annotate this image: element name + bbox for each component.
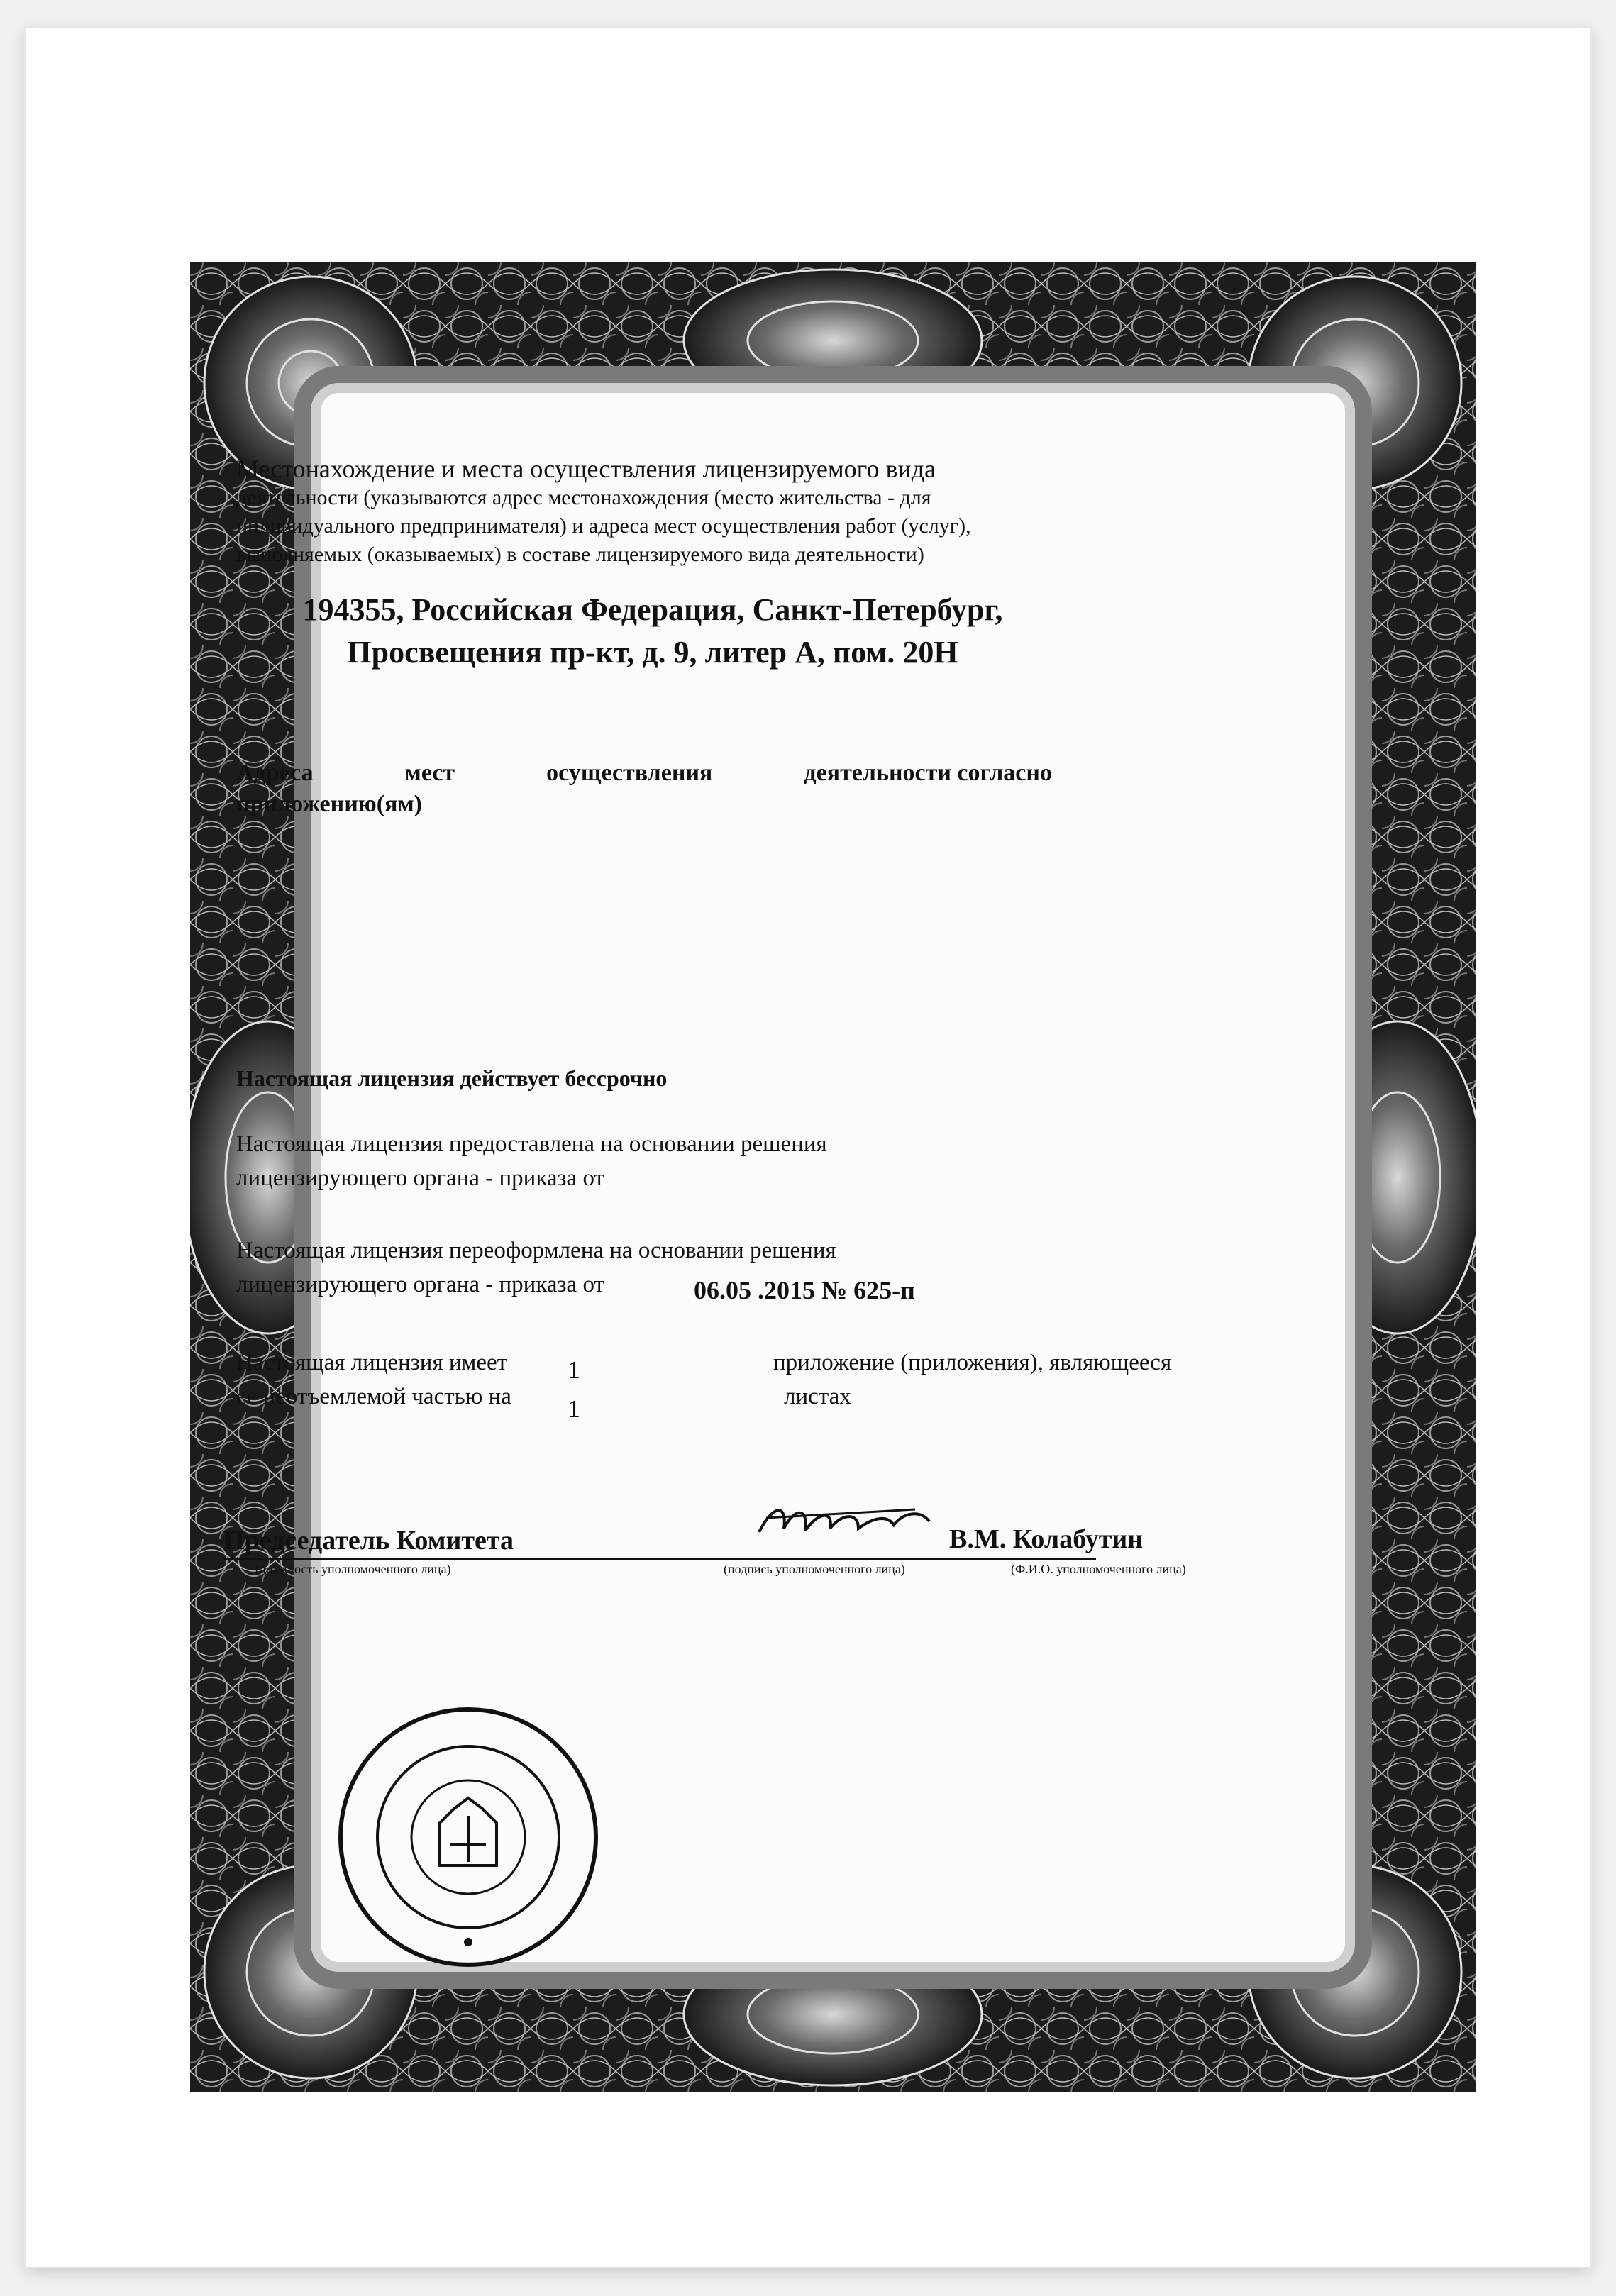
location-heading-line4: выполняемых (оказываемых) в составе лицензируемого вида деятельности) — [236, 543, 924, 566]
activity-places — [236, 758, 1052, 820]
places-word4: деятельности согласно — [804, 760, 1052, 786]
address-line1: 194355, Российская Федерация, Санкт-Петербург, — [302, 592, 1003, 627]
licensee-address — [227, 589, 1078, 674]
reissue-order-number: 06.05 .2015 № 625-п — [694, 1276, 915, 1304]
signature-line — [223, 1558, 1096, 1560]
location-heading — [236, 454, 1052, 569]
granted-line1: Настоящая лицензия предоставлена на основании решения — [236, 1131, 827, 1157]
annex-line2-tail: листах — [784, 1384, 851, 1409]
annex-line1-tail: приложение (приложения), являющееся — [773, 1350, 1172, 1375]
signature-caption: (подпись уполномоченного лица) — [724, 1562, 905, 1576]
annex-sheets-count: 1 — [568, 1394, 580, 1423]
annex-line2: ее неотъемлемой частью на — [236, 1384, 511, 1409]
places-line2: приложению(ям) — [236, 791, 422, 817]
annex-count: 1 — [568, 1355, 580, 1384]
location-heading-line3: индивидуального предпринимателя) и адреса мест осуществления работ (услуг), — [236, 514, 971, 538]
validity-statement: Настоящая лицензия действует бессрочно — [236, 1065, 668, 1091]
name-caption: (Ф.И.О. уполномоченного лица) — [1011, 1562, 1186, 1576]
handwritten-signature — [752, 1490, 936, 1553]
location-heading-line1: Местонахождение и места осуществления лицензируемого вида — [236, 455, 936, 483]
annex-line1: Настоящая лицензия имеет — [236, 1350, 508, 1375]
places-word1: Адреса — [236, 760, 314, 786]
places-word2: мест — [404, 760, 455, 786]
reissued-line2: лицензирующего органа - приказа от — [236, 1272, 604, 1297]
position-caption: (должность уполномоченного лица) — [255, 1562, 451, 1576]
places-word3: осуществления — [546, 760, 713, 786]
location-heading-line2: деятельности (указываются адрес местонахождения (место жительства - для — [236, 486, 931, 509]
reissued-line1: Настоящая лицензия переоформлена на основании решения — [236, 1238, 836, 1263]
granted-line2: лицензирующего органа - приказа от — [236, 1165, 604, 1191]
signatory-position: Председатель Комитета — [223, 1526, 514, 1555]
signatory-name: В.М. Колабутин — [949, 1524, 1144, 1554]
official-stamp — [333, 1702, 603, 1972]
address-line2: Просвещения пр-кт, д. 9, литер А, пом. 20Н — [347, 635, 958, 670]
